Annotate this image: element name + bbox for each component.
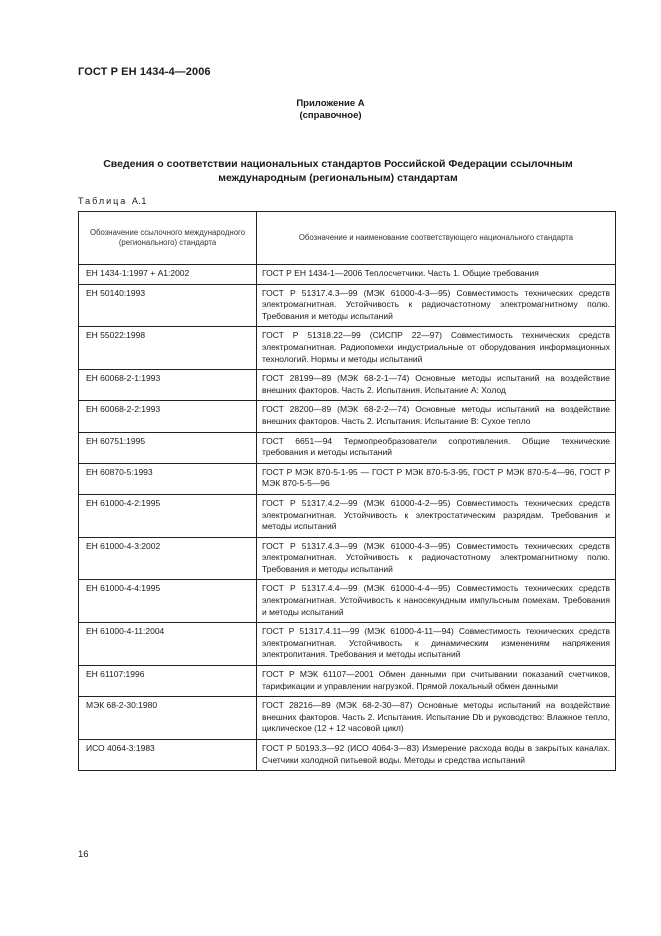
international-standard-cell: ЕН 50140:1993 (79, 284, 257, 327)
international-standard-cell: ЕН 1434-1:1997 + А1:2002 (79, 265, 257, 285)
appendix-heading (0, 98, 661, 122)
national-standard-cell: ГОСТ 28199—89 (МЭК 68-2-1—74) Основные методы испытаний на воздействие внешних факторов. Часть 2. Испытания. Испытание А: Холод (257, 370, 616, 401)
national-standard-cell: ГОСТ Р 51317.4.2—99 (МЭК 61000-4-2—95) Совместимость технических средств электромагнитная. Устойчивость к электростатическим разрядам. Требования и методы испытаний (257, 494, 616, 537)
table-row (79, 537, 616, 580)
document-code: ГОСТ Р ЕН 1434-4—2006 (78, 66, 211, 78)
table-row (79, 265, 616, 285)
national-standard-cell: ГОСТ Р 51317.4.3—99 (МЭК 61000-4-3—95) Совместимость технических средств электромагнитная. Устойчивость к радиочастотному электромагнитному полю. Требования и методы испытаний (257, 284, 616, 327)
table-row (79, 401, 616, 432)
table-body (79, 265, 616, 771)
national-standard-cell: ГОСТ 28216—89 (МЭК 68-2-30—87) Основные методы испытаний на воздействие внешних факторов. Часть 2. Испытания. Испытание Db и руководство: Влажное тепло, циклическое (12 + 12 часовой цикл) (257, 697, 616, 740)
table-row (79, 327, 616, 370)
international-standard-cell: ЕН 61000-4-3:2002 (79, 537, 257, 580)
international-standard-cell: ЕН 55022:1998 (79, 327, 257, 370)
section-title (80, 157, 596, 185)
international-standard-cell: ЕН 61000-4-2:1995 (79, 494, 257, 537)
table-row (79, 432, 616, 463)
table-row (79, 494, 616, 537)
table-row (79, 666, 616, 697)
table-row (79, 623, 616, 666)
international-standard-cell: ЕН 60068-2-1:1993 (79, 370, 257, 401)
international-standard-cell: ЕН 60870-5:1993 (79, 463, 257, 494)
national-standard-cell: ГОСТ Р МЭК 61107—2001 Обмен данными при считывании показаний счетчиков, тарификации и управлении нагрузкой. Прямой локальный обмен данными (257, 666, 616, 697)
table-row (79, 697, 616, 740)
national-standard-cell: ГОСТ Р МЭК 870-5-1-95 — ГОСТ Р МЭК 870-5-3-95, ГОСТ Р МЭК 870-5-4—96, ГОСТ Р МЭК 870-5-5—96 (257, 463, 616, 494)
appendix-subtitle: (справочное) (299, 110, 362, 121)
national-standard-cell: ГОСТ Р 51318.22—99 (СИСПР 22—97) Совместимость технических средств электромагнитная. Радиопомехи индустриальные от оборудования информационных технологий. Нормы и методы испытаний (257, 327, 616, 370)
section-title-line-1: Сведения о соответствии национальных стандартов Российской Федерации ссылочным (103, 158, 573, 170)
international-standard-cell: ИСО 4064-3:1983 (79, 740, 257, 771)
table-row (79, 463, 616, 494)
national-standard-cell: ГОСТ Р 51317.4.3—99 (МЭК 61000-4-3—95) Совместимость технических средств электромагнитная. Устойчивость к радиочастотному электромагнитному полю. Требования и методы испытаний (257, 537, 616, 580)
table-row (79, 284, 616, 327)
international-standard-cell: ЕН 61000-4-11:2004 (79, 623, 257, 666)
international-standard-cell: МЭК 68-2-30:1980 (79, 697, 257, 740)
table-header-row (79, 212, 616, 265)
correspondence-table (78, 211, 616, 771)
page-number: 16 (78, 849, 89, 860)
national-standard-cell: ГОСТ Р 51317.4.11—99 (МЭК 61000-4-11—94) Совместимость технических средств электромагнитная. Устойчивость к динамическим изменениям напряжения электропитания. Требования и методы испытаний (257, 623, 616, 666)
international-standard-cell: ЕН 60068-2-2:1993 (79, 401, 257, 432)
international-standard-cell: ЕН 61107:1996 (79, 666, 257, 697)
header-national-standard: Обозначение и наименование соответствующего национального стандарта (257, 212, 616, 265)
national-standard-cell: ГОСТ Р 51317.4.4—99 (МЭК 61000-4-4—95) Совместимость технических средств электромагнитная. Устойчивость к наносекундным импульсным помехам. Требования и методы испытаний (257, 580, 616, 623)
section-title-line-2: международным (региональным) стандартам (218, 172, 458, 184)
national-standard-cell: ГОСТ Р ЕН 1434-1—2006 Теплосчетчики. Часть 1. Общие требования (257, 265, 616, 285)
table-row (79, 370, 616, 401)
table-row (79, 580, 616, 623)
header-international-standard: Обозначение ссылочного международного (регионального) стандарта (79, 212, 257, 265)
national-standard-cell: ГОСТ 28200—89 (МЭК 68-2-2—74) Основные методы испытаний на воздействие внешних факторов. Часть 2. Испытания. Испытание В: Сухое тепло (257, 401, 616, 432)
international-standard-cell: ЕН 60751:1995 (79, 432, 257, 463)
table-caption-word: Таблица (78, 196, 128, 206)
national-standard-cell: ГОСТ 6651—94 Термопреобразователи сопротивления. Общие технические требования и методы испытаний (257, 432, 616, 463)
national-standard-cell: ГОСТ Р 50193.3—92 (ИСО 4064-3—83) Измерение расхода воды в закрытых каналах. Счетчики холодной питьевой воды. Методы и средства испытаний (257, 740, 616, 771)
table-caption-number: А.1 (131, 196, 147, 206)
table-row (79, 740, 616, 771)
appendix-title: Приложение А (296, 98, 365, 109)
international-standard-cell: ЕН 61000-4-4:1995 (79, 580, 257, 623)
table-caption (78, 196, 147, 206)
